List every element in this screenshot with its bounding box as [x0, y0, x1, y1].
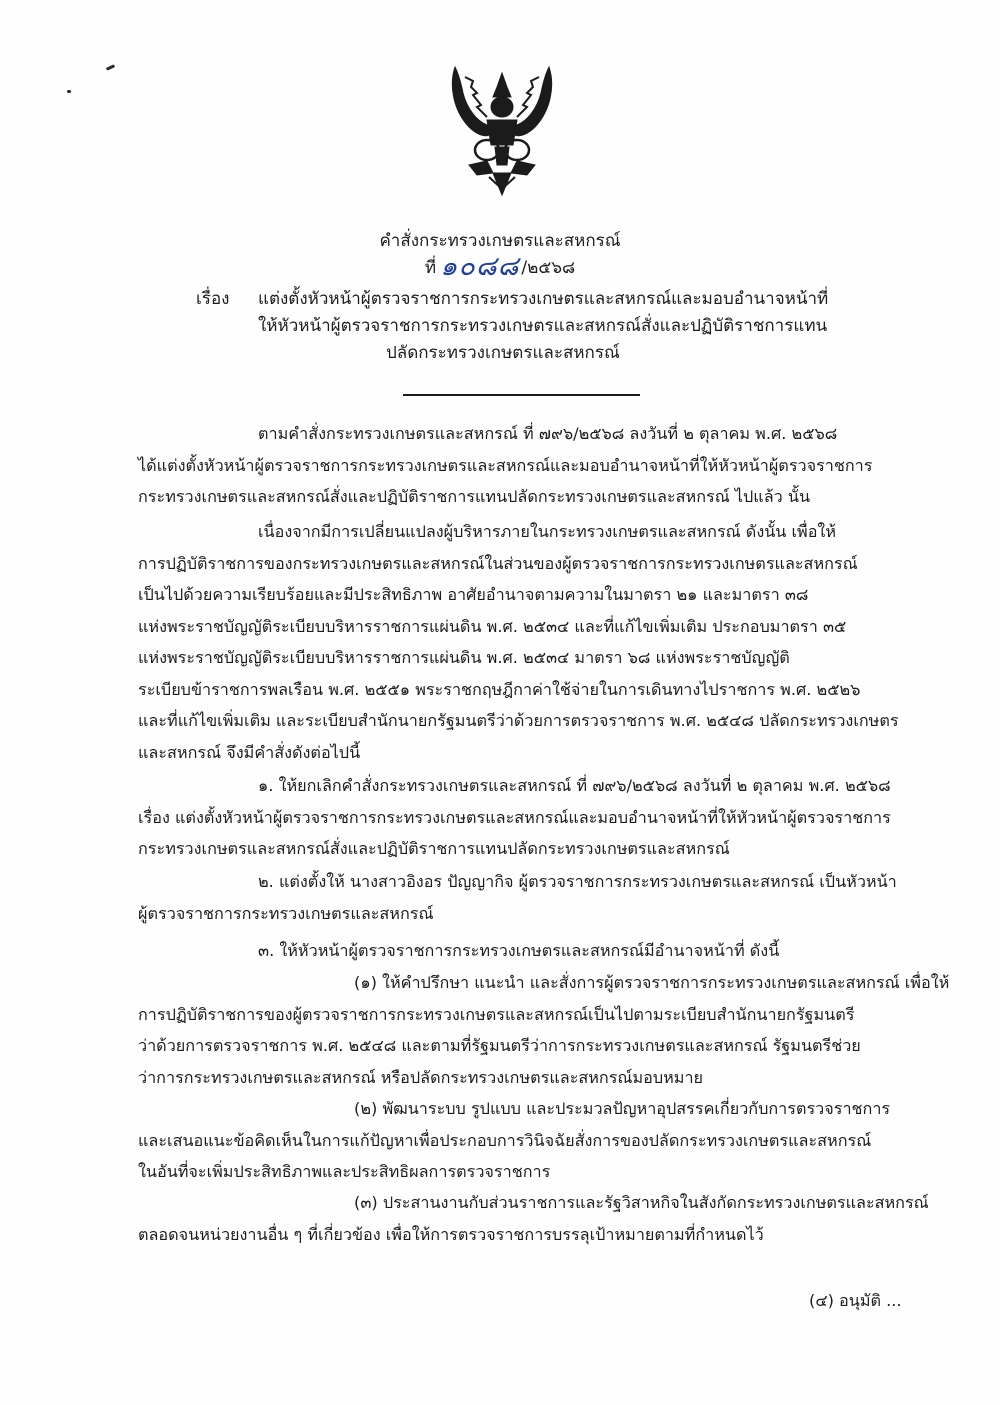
text-line: ๒. แต่งตั้งให้ นางสาวอิงอร ปัญญากิจ ผู้ตรวจราชการกระทรวงเกษตรและสหกรณ์ เป็นหัวหน้า — [258, 872, 897, 891]
text-line: (๒) พัฒนาระบบ รูปแบบ และประมวลปัญหาอุปสรรคเกี่ยวกับการตรวจราชการ — [354, 1099, 891, 1118]
garuda-emblem-icon — [447, 65, 557, 200]
text-line: ตามคำสั่งกระทรวงเกษตรและสหกรณ์ ที่ ๗๙๖/๒๕๖๘ ลงวันที่ ๒ ตุลาคม พ.ศ. ๒๕๖๘ — [258, 424, 838, 443]
text-line: และสหกรณ์ จึงมีคำสั่งดังต่อไปนี้ — [138, 742, 361, 762]
text-line: ๑. ให้ยกเลิกคำสั่งกระทรวงเกษตรและสหกรณ์ ที่ ๗๙๖/๒๕๖๘ ลงวันที่ ๒ ตุลาคม พ.ศ. ๒๕๖๘ — [258, 776, 891, 795]
document-title: คำสั่งกระทรวงเกษตรและสหกรณ์ — [379, 231, 621, 251]
text-line: ได้แต่งตั้งหัวหน้าผู้ตรวจราชการกระทรวงเกษตรและสหกรณ์และมอบอำนาจหน้าที่ให้หัวหน้าผู้ตรวจราชการ — [138, 455, 873, 475]
scan-speck — [106, 64, 115, 71]
clause-3-2 — [138, 1093, 908, 1188]
text-line: การปฏิบัติราชการของผู้ตรวจราชการกระทรวงเกษตรและสหกรณ์เป็นไปตามระเบียบสำนักนายกรัฐมนตรี — [138, 1004, 855, 1024]
text-line: และที่แก้ไขเพิ่มเติม และระเบียบสำนักนายกรัฐมนตรีว่าด้วยการตรวจราชการ พ.ศ. ๒๕๔๘ ปลัดกระทรวงเกษตร — [138, 711, 899, 730]
text-line: (๓) ประสานงานกับส่วนราชการและรัฐวิสาหกิจในสังกัดกระทรวงเกษตรและสหกรณ์ — [354, 1193, 929, 1212]
text-line: ๓. ให้หัวหน้าผู้ตรวจราชการกระทรวงเกษตรและสหกรณ์มีอำนาจหน้าที่ ดังนี้ — [258, 941, 780, 960]
order-prefix: ที่ — [424, 258, 437, 278]
text-line: (๑) ให้คำปรึกษา แนะนำ และสั่งการผู้ตรวจราชการกระทรวงเกษตรและสหกรณ์ เพื่อให้ — [354, 973, 950, 992]
text-line: แห่งพระราชบัญญัติระเบียบบริหารราชการแผ่นดิน พ.ศ. ๒๕๓๔ มาตรา ๖๘ แห่งพระราชบัญญัติ — [138, 648, 790, 667]
order-number — [0, 252, 1000, 283]
clause-3 — [138, 935, 908, 967]
title-separator-line — [403, 394, 640, 396]
text-line: เนื่องจากมีการเปลี่ยนแปลงผู้บริหารภายในกระทรวงเกษตรและสหกรณ์ ดังนั้น เพื่อให้ — [258, 522, 836, 541]
text-line: ผู้ตรวจราชการกระทรวงเกษตรและสหกรณ์ — [138, 903, 434, 923]
text-line: ระเบียบข้าราชการพลเรือน พ.ศ. ๒๕๕๑ พระราชกฤษฎีกาค่าใช้จ่ายในการเดินทางไปราชการ พ.ศ. ๒๕๒๖ — [138, 679, 861, 699]
clause-3-3 — [138, 1187, 929, 1250]
text-line: ตลอดจนหน่วยงานอื่น ๆ ที่เกี่ยวข้อง เพื่อให้การตรวจราชการบรรลุเป้าหมายตามที่กำหนดไว้ — [138, 1224, 764, 1244]
text-line: ว่าด้วยการตรวจราชการ พ.ศ. ๒๕๔๘ และตามที่รัฐมนตรีว่าการกระทรวงเกษตรและสหกรณ์ รัฐมนตรีช่วย — [138, 1036, 861, 1055]
clause-2 — [138, 866, 908, 929]
clause-3-1 — [138, 967, 950, 1093]
subject-line: ให้หัวหน้าผู้ตรวจราชการกระทรวงเกษตรและสหกรณ์สั่งและปฏิบัติราชการแทน — [258, 316, 828, 336]
order-year: /๒๕๖๘ — [521, 258, 576, 278]
paragraph-reason — [138, 516, 908, 768]
paragraph-preamble — [138, 418, 908, 513]
text-line: เป็นไปด้วยความเรียบร้อยและมีประสิทธิภาพ อาศัยอำนาจตามความในมาตรา ๒๑ และมาตรา ๓๘ — [138, 585, 809, 604]
text-line: ว่าการกระทรวงเกษตรและสหกรณ์ หรือปลัดกระทรวงเกษตรและสหกรณ์มอบหมาย — [138, 1067, 704, 1087]
subject-line: ปลัดกระทรวงเกษตรและสหกรณ์ — [386, 343, 620, 363]
text-line: การปฏิบัติราชการของกระทรวงเกษตรและสหกรณ์ในส่วนของผู้ตรวจราชการกระทรวงเกษตรและสหกรณ์ — [138, 553, 858, 573]
text-line: ในอันที่จะเพิ่มประสิทธิภาพและประสิทธิผลการตรวจราชการ — [138, 1162, 551, 1181]
page-continuation-marker: (๔) อนุมัติ ... — [809, 1291, 902, 1310]
subject-line: แต่งตั้งหัวหน้าผู้ตรวจราชการกระทรวงเกษตรและสหกรณ์และมอบอำนาจหน้าที่ — [258, 289, 829, 309]
handwritten-order-number: ๑๐๘๘ — [440, 251, 520, 282]
text-line: กระทรวงเกษตรและสหกรณ์สั่งและปฏิบัติราชการแทนปลัดกระทรวงเกษตรและสหกรณ์ — [138, 839, 730, 858]
text-line: และเสนอแนะข้อคิดเห็นในการแก้ปัญหาเพื่อประกอบการวินิจฉัยสั่งการของปลัดกระทรวงเกษตรและสหกรณ์ — [138, 1130, 872, 1150]
text-line: เรื่อง แต่งตั้งหัวหน้าผู้ตรวจราชการกระทรวงเกษตรและสหกรณ์และมอบอำนาจหน้าที่ให้หัวหน้าผู้ตรวจราชการ — [138, 807, 891, 827]
text-line: แห่งพระราชบัญญัติระเบียบบริหารราชการแผ่นดิน พ.ศ. ๒๕๓๔ และที่แก้ไขเพิ่มเติม ประกอบมาตรา ๓๕ — [138, 616, 847, 636]
clause-1 — [138, 770, 908, 865]
scan-speck — [67, 90, 71, 93]
subject-label: เรื่อง — [196, 289, 230, 309]
text-line: กระทรวงเกษตรและสหกรณ์สั่งและปฏิบัติราชการแทนปลัดกระทรวงเกษตรและสหกรณ์ ไปแล้ว นั้น — [138, 487, 811, 506]
